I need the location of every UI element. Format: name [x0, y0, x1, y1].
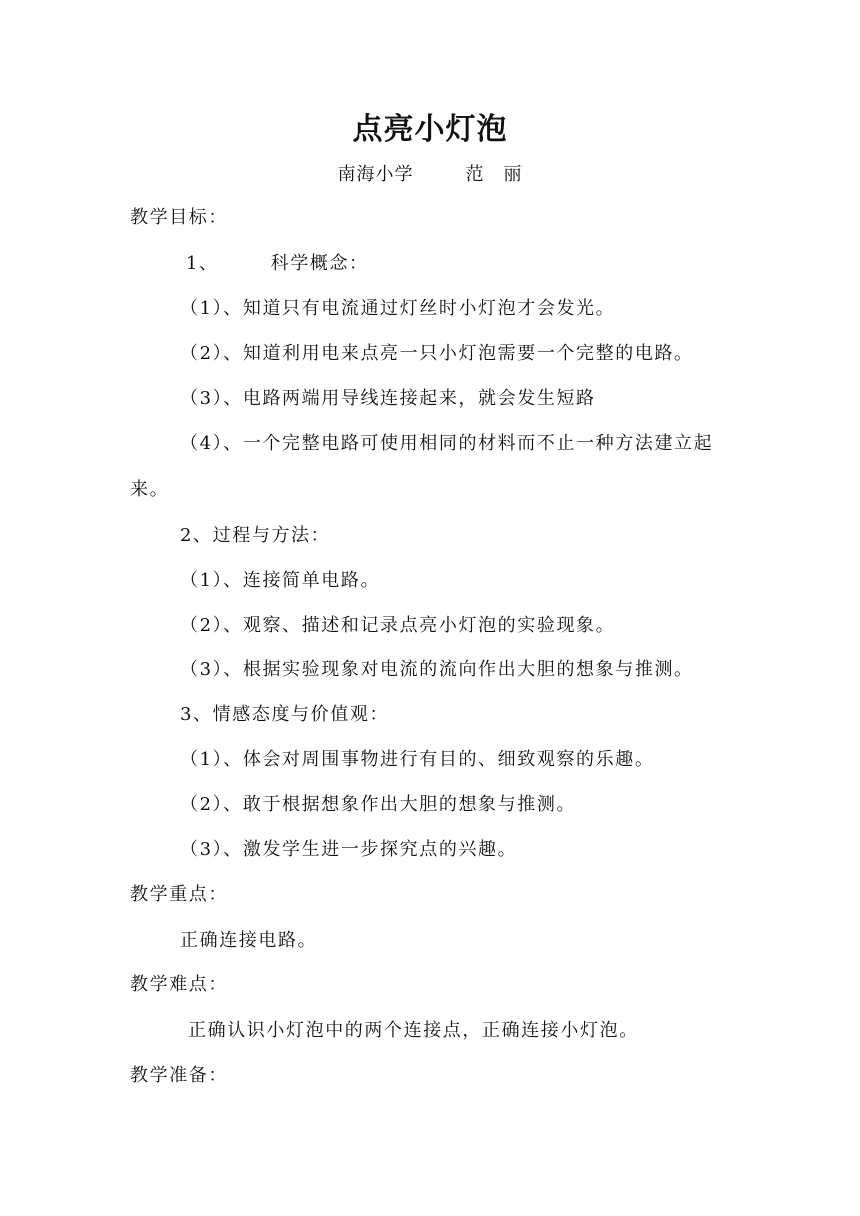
- page-title: 点亮小灯泡: [352, 112, 508, 147]
- section-1-item-1: （1）、知道只有电流通过灯丝时小灯泡才会发光。: [180, 298, 616, 319]
- difficulty-heading: 教学难点：: [130, 974, 228, 995]
- school-name: 南海小学: [337, 164, 414, 185]
- key-points-text: 正确连接电路。: [180, 930, 318, 951]
- section-2-item-3: （3）、根据实验现象对电流的流向作出大胆的想象与推测。: [180, 659, 694, 680]
- byline: [0, 160, 860, 186]
- section-3-item-1: （1）、体会对周围事物进行有目的、细致观察的乐趣。: [180, 749, 655, 770]
- section-1-label: 科学概念：: [270, 253, 369, 274]
- section-1-item-4: （4）、一个完整电路可使用相同的材料而不止一种方法建立起: [180, 433, 714, 454]
- section-1-number: 1、: [186, 253, 219, 274]
- key-points-heading: 教学重点：: [130, 884, 228, 905]
- section-1-item-2: （2）、知道利用电来点亮一只小灯泡需要一个完整的电路。: [180, 343, 694, 364]
- preparation-heading: 教学准备：: [130, 1065, 228, 1086]
- section-1-heading: [186, 251, 369, 277]
- section-3-item-3: （3）、激发学生进一步探究点的兴趣。: [180, 839, 518, 860]
- author-name: 范 丽: [465, 164, 523, 185]
- section-2-item-2: （2）、观察、描述和记录点亮小灯泡的实验现象。: [180, 615, 616, 636]
- section-3-item-2: （2）、敢于根据想象作出大胆的想象与推测。: [180, 794, 577, 815]
- section-2-item-1: （1）、连接简单电路。: [180, 570, 381, 591]
- section-1-item-3: （3）、电路两端用导线连接起来，就会发生短路: [180, 388, 596, 409]
- section-3-heading: 3、情感态度与价值观：: [180, 704, 390, 725]
- difficulty-text: 正确认识小灯泡中的两个连接点，正确连接小灯泡。: [188, 1020, 639, 1041]
- section-2-heading: 2、过程与方法：: [180, 525, 331, 546]
- objectives-heading: 教学目标：: [130, 207, 228, 228]
- section-1-item-4-continuation: 来。: [130, 479, 170, 500]
